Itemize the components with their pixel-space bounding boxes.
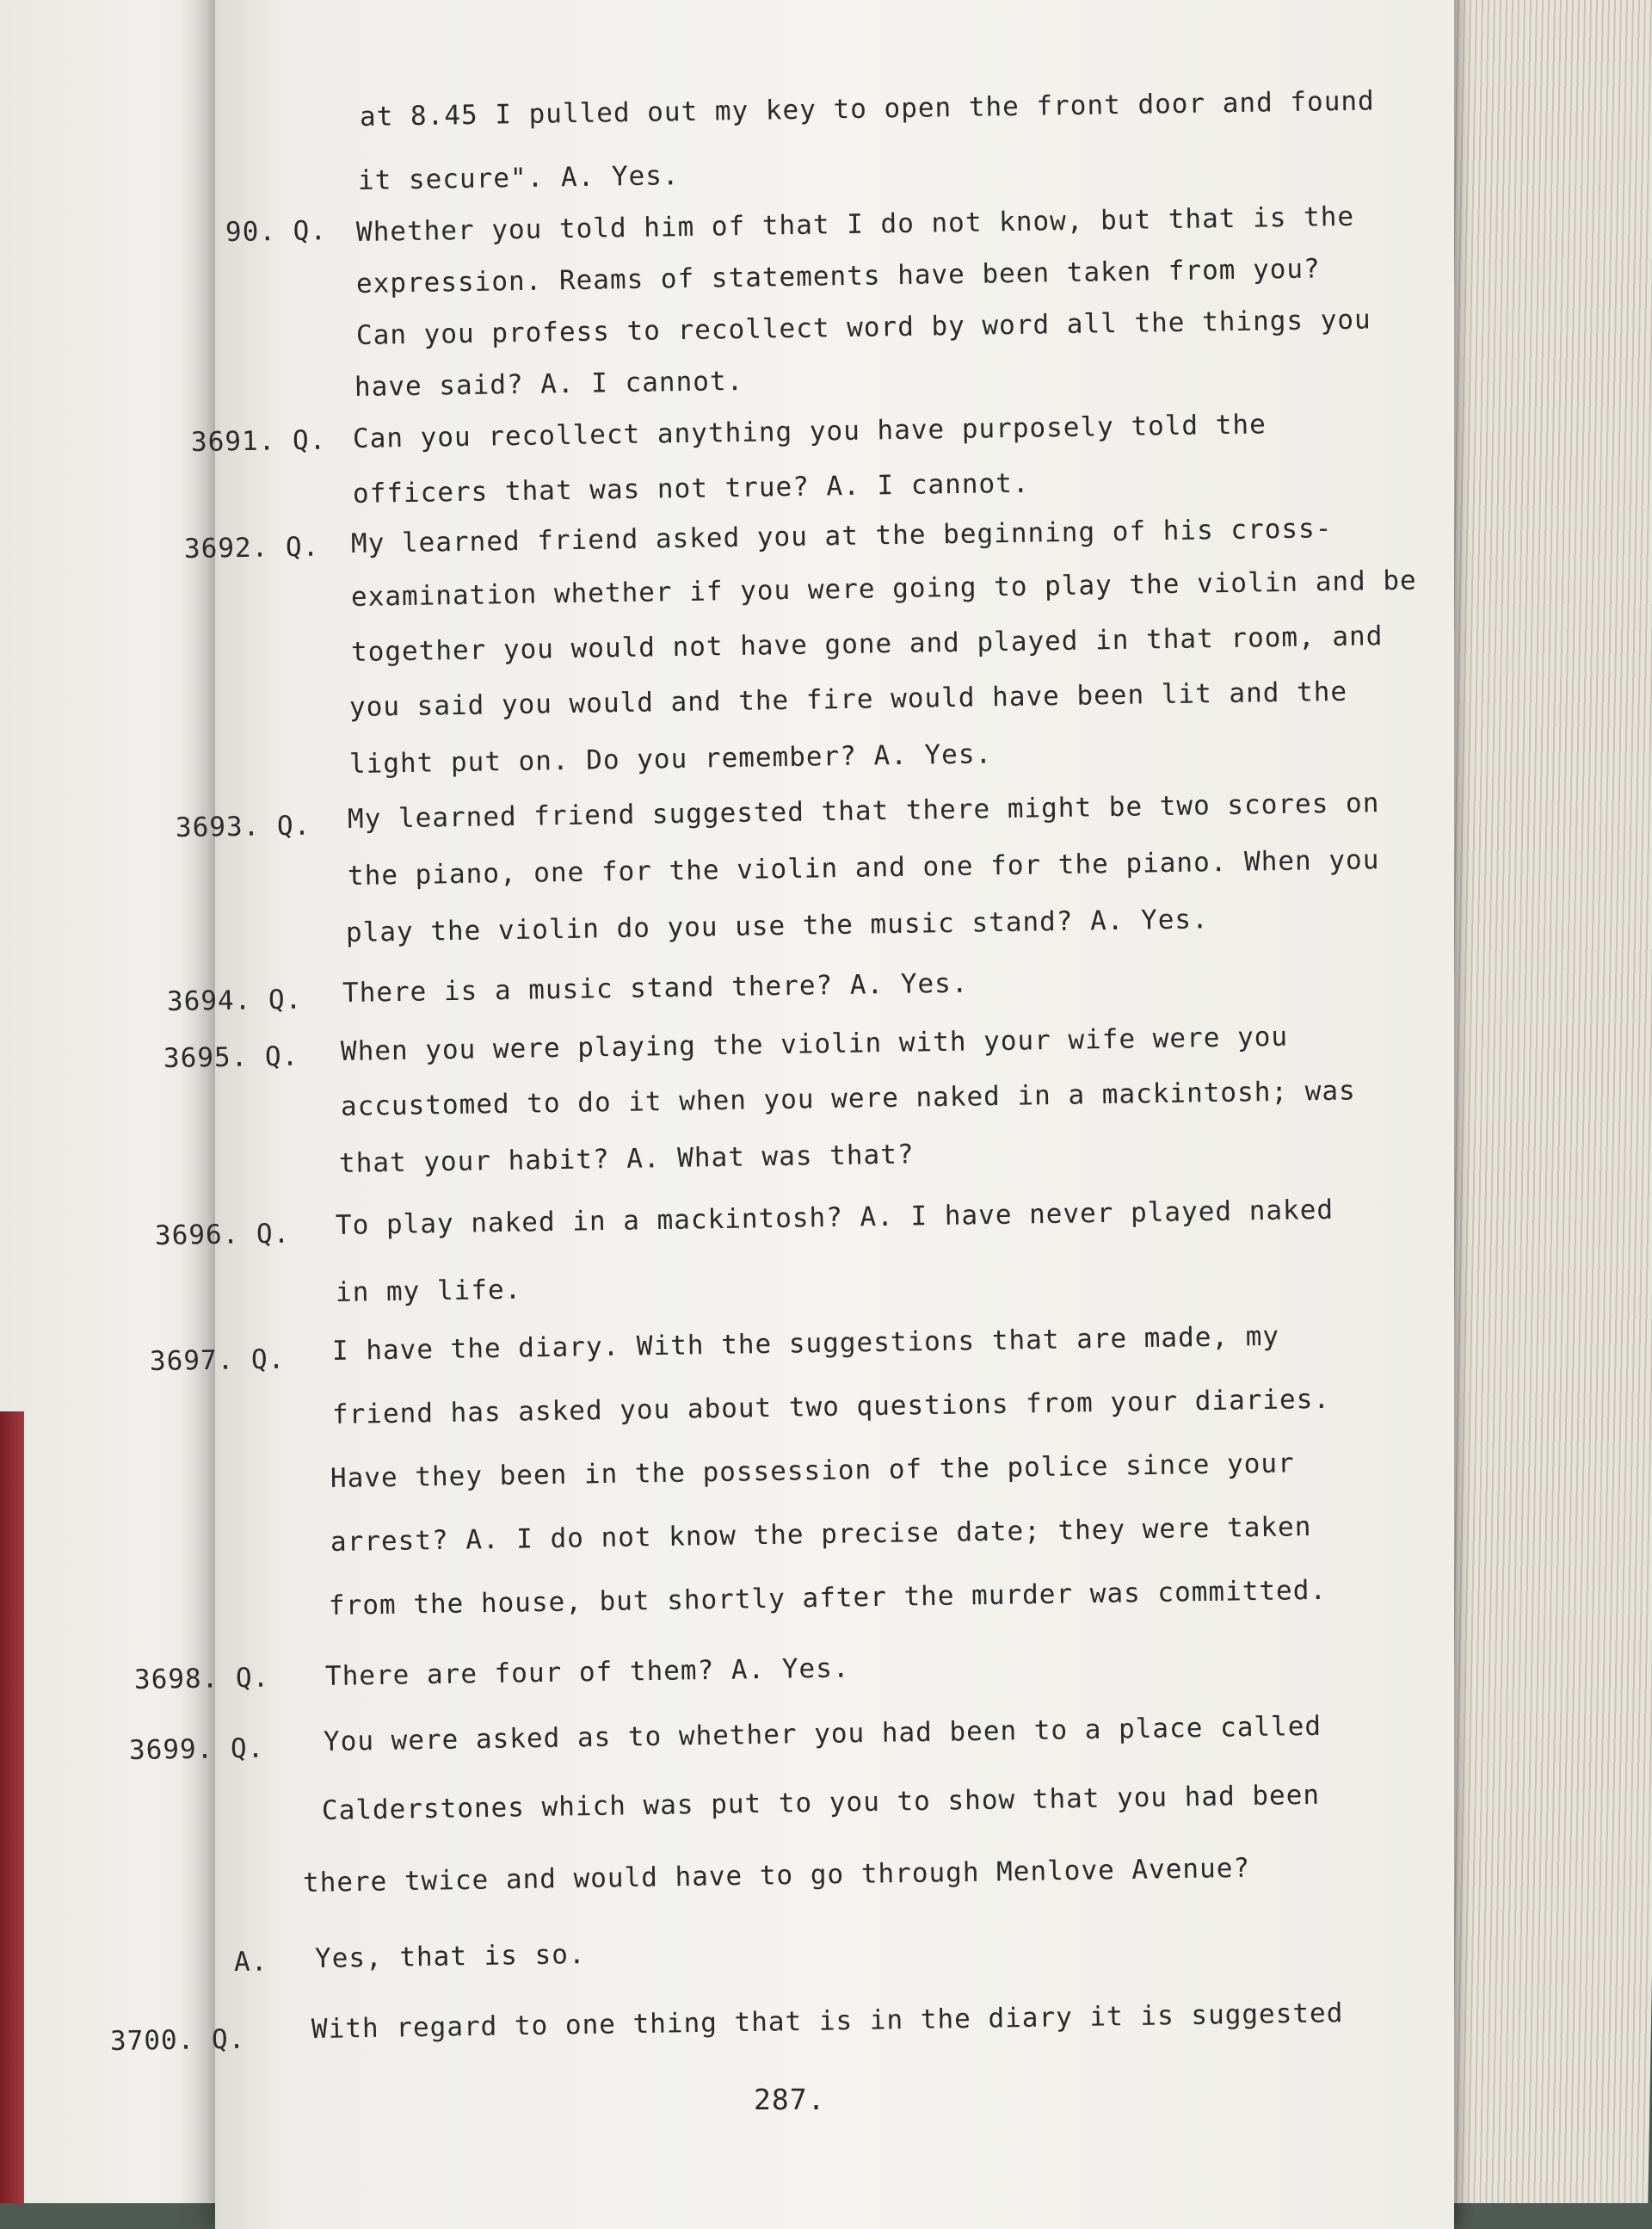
transcript-line: in my life.: [335, 1274, 522, 1308]
transcript-line: play the violin do you use the music stand? A. Yes.: [345, 904, 1210, 948]
transcript-line: My learned friend suggested that there might be two scores on: [347, 787, 1380, 835]
transcript-line: Have they been in the possession of the police since your: [330, 1448, 1295, 1494]
question-number: 3695. Q.: [163, 1040, 299, 1074]
transcript-line: To play naked in a mackintosh? A. I have never played naked: [335, 1194, 1335, 1241]
question-number: 3697. Q.: [149, 1343, 286, 1377]
question-number: 3693. Q.: [175, 810, 311, 843]
transcript-line: there twice and would have to go through Menlove Avenue?: [302, 1852, 1251, 1899]
transcript-line: When you were playing the violin with your wife were you: [340, 1021, 1289, 1067]
answer-label: A.: [233, 1946, 268, 1978]
transcript-line: expression. Reams of statements have been taken from you?: [355, 253, 1321, 299]
transcript-line: arrest? A. I do not know the precise date; they were taken: [330, 1511, 1312, 1558]
transcript-line: There are four of them? A. Yes.: [324, 1652, 850, 1692]
transcript-line: I have the diary. With the suggestions that are made, my: [331, 1320, 1280, 1367]
transcript-line: officers that was not true? A. I cannot.: [352, 467, 1030, 509]
transcript-line: it secure". A. Yes.: [357, 160, 680, 196]
transcript-line: There is a music stand there? A. Yes.: [342, 967, 969, 1009]
transcript-line: Can you profess to recollect word by word all the things you: [355, 304, 1372, 351]
question-number: 3700. Q.: [109, 2023, 246, 2057]
transcript-line: Whether you told him of that I do not know, but that is the: [355, 201, 1355, 248]
transcript-line: My learned friend asked you at the beginning of his cross-: [350, 513, 1333, 559]
question-number: 3694. Q.: [166, 984, 303, 1017]
question-number: 3699. Q.: [128, 1732, 265, 1766]
page-number: 287.: [754, 2083, 826, 2116]
transcript-line: from the house, but shortly after the murder was committed.: [328, 1574, 1328, 1621]
question-number: 90. Q.: [225, 215, 328, 248]
question-number: 3696. Q.: [154, 1218, 291, 1251]
transcript-line: have said? A. I cannot.: [354, 365, 744, 403]
transcript-line: Calderstones which was put to you to show that you had been: [321, 1779, 1321, 1826]
transcript-line: Can you recollect anything you have purposely told the: [352, 409, 1267, 454]
transcript-line: you said you would and the fire would have been lit and the: [348, 676, 1348, 723]
transcript-line: You were asked as to whether you had been to a place called: [323, 1710, 1322, 1757]
transcript-line: the piano, one for the violin and one for the piano. When you: [347, 844, 1380, 892]
transcript-line: together you would not have gone and played in that room, and: [350, 621, 1384, 668]
transcript-line: With regard to one thing that is in the diary it is suggested: [311, 1997, 1344, 2045]
transcript-line: Yes, that is so.: [314, 1939, 586, 1974]
transcript-line: at 8.45 I pulled out my key to open the front door and found: [359, 85, 1375, 133]
transcript-line: friend has asked you about two questions from your diaries.: [331, 1383, 1331, 1430]
transcript-line: that your habit? A. What was that?: [338, 1139, 915, 1179]
transcript-line: examination whether if you were going to play the violin and be: [350, 565, 1417, 613]
transcript-line: accustomed to do it when you were naked in a mackintosh; was: [340, 1075, 1356, 1122]
transcript-line: light put on. Do you remember? A. Yes.: [348, 738, 993, 780]
question-number: 3691. Q.: [190, 424, 327, 458]
question-number: 3698. Q.: [133, 1662, 270, 1695]
question-number: 3692. Q.: [183, 531, 320, 565]
